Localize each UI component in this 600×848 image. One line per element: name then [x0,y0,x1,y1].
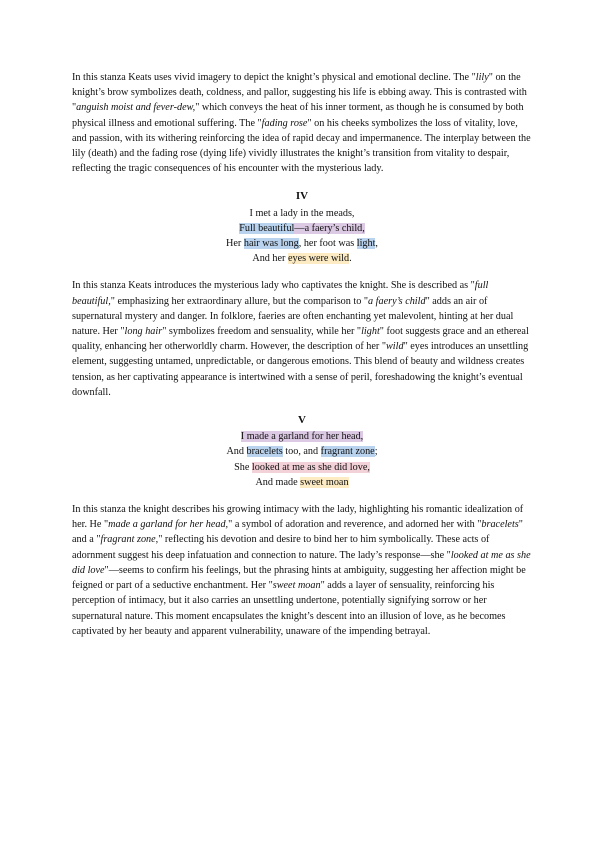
highlight: Full beautiful [239,222,295,234]
text: " symbolizes freedom and sensuality, while her " [162,326,362,338]
text: And her [252,253,288,265]
highlight: fragrant zone [320,446,375,458]
stanza-number: IV [295,190,309,203]
quote: sweet moan [272,580,321,592]
quote: wild [386,341,404,353]
stanza-number: V [298,414,306,427]
highlight: light [356,238,376,250]
highlight: eyes were wild [288,253,350,265]
text: And made [255,476,301,488]
text: " eyes introduces an unsettling element, suggesting untamed, unpredictable, or dangerous emotions. This blend of beauty and wildness creates tension, as her captivating appearance is intertwined with a sense of peril, foreshadowing the knight’s eventual downfall. [72,341,529,398]
text: " and a " [72,519,523,546]
poem-line [72,460,532,475]
quote: a faery’s child [368,295,426,307]
quote: long hair [124,326,163,338]
text: " a symbol of adoration and reverence, and adorned her with " [228,519,482,531]
text: " reflecting his devotion and desire to bind her to him symbolically. These acts of adornment suggest his deep infatuation and connection to nature. The lady’s response—she " [72,534,490,561]
text: In this stanza Keats introduces the mysterious lady who captivates the knight. She is described as " [72,280,475,292]
highlight: sweet moan [300,476,349,488]
highlight: looked at me as she did love, [251,461,370,473]
text: " on his cheeks symbolizes the loss of vitality, love, and passion, with its withering reinforcing the idea of rapid decay and impermanence. The interplay between the lily (death) and the fading rose (dying life) vividly illustrates the knight’s transition from vitality to despair, reflecting the tragic consequences of his encounter with the mysterious lady. [72,117,531,175]
text: too, and [282,446,321,458]
analysis-paragraph-stanza-4 [72,278,532,400]
stanza-v [72,413,532,490]
poem-line [72,444,532,459]
quote: made a garland for her head, [108,519,229,531]
poem-line [72,236,532,251]
highlight: —a faery’s child, [294,222,365,234]
quote: fragrant zone, [100,534,159,546]
text: In this stanza Keats uses vivid imagery to depict the knight’s physical and emotional decline. The " [72,72,476,83]
quote-lily: lily [475,72,489,83]
quote: full beautiful, [72,280,489,307]
quote: light [361,326,380,338]
text: "—seems to confirm his feelings, but the phrasing hints at ambiguity, suggesting her affection might be feigned or part of a seductive enchantment. Her " [72,564,526,592]
text: , her foot was [298,238,357,250]
text: " emphasizing her extraordinary allure, but the comparison to " [110,295,369,307]
highlight: bracelets [246,446,283,458]
text: She [234,461,252,473]
poem-line [72,251,532,266]
text: " adds a layer of sensuality, reinforcing his perception of intimacy, but it also carries an unsettling undertone, potentially signifying sorrow or her supernatural nature. This moment encapsulates the knight’s descent into an illusion of love, as he becomes captivated by her beauty and apparent vulnerability, unaware of the impending betrayal. [72,580,506,637]
poem-line [72,475,532,490]
text: . [349,253,352,265]
poem-line [72,429,532,444]
quote-fading-rose: fading rose [261,117,308,129]
analysis-paragraph-stanza-5 [72,502,532,639]
quote-anguish: anguish moist and fever-dew, [76,102,196,114]
text: " on the knight’s brow symbolizes death, coldness, and pallor, suggesting his life is ebbing away. This is contrasted with " [72,72,527,114]
highlight: I made a garland for her head, [240,431,364,443]
poem-line [72,206,532,221]
text: " foot suggests grace and an ethereal quality, enhancing her otherworldly charm. However, the description of her " [72,326,529,353]
text: , [375,238,378,250]
text: Her [226,238,244,250]
quote: bracelets [481,519,519,531]
text: And [226,446,247,458]
text: " adds an air of supernatural mystery and danger. In folklore, faeries are often enchanting yet malevolent, hinting at her dual nature. Her " [72,295,514,338]
text: In this stanza the knight describes his growing intimacy with the lady, highlighting his romantic idealization of her. He " [72,504,524,531]
document-page [72,70,532,652]
text: ; [374,446,378,458]
text: I met a lady in the meads, [249,207,355,219]
analysis-paragraph-stanza-3 [72,70,532,176]
poem-line [72,221,532,236]
quote: looked at me as she did love [72,549,531,576]
text: " which conveys the heat of his inner torment, as though he is consumed by both physical illness and emotional suffering. The " [72,102,524,129]
highlight: hair was long [243,238,299,250]
stanza-iv [72,189,532,266]
